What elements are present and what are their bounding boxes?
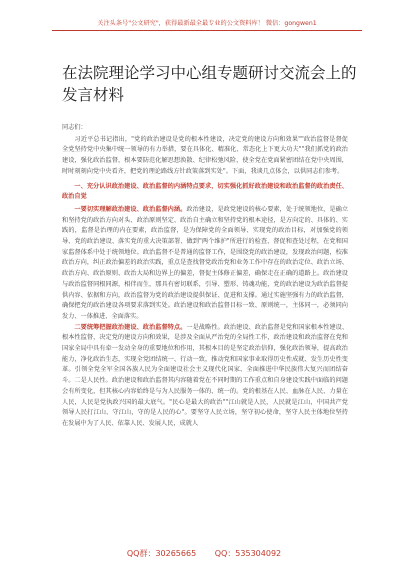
top-banner: 关注头条号"公文研究"，获得最新最全最专业的公文资料库！ 微信：gongwen1 (52, 18, 362, 31)
document-title: 在法院理论学习中心组专题研讨交流会上的发言材料 (62, 64, 357, 104)
sub-heading-2: 二要统筹把握政治建设、政治监督特点。 (74, 323, 187, 331)
footer-qq: QQ：535304092 (214, 549, 282, 558)
sub-section-1-text: 政治建设，是政党建设的核心要素，处于统领地位，是确立和坚持党的政治方向对头、政治原则坚定、政治自主确立和坚持党的根本途径，是方向定的、具体的、实践的，监督是治理的内在要素，政治监督，是为保障党的全面领导、实现党的政治目标，对加强党的领导、党的政治建设、落实党的重大决策部署、做到"两个维护"所进行的检查、督促和查处过程，在党和国家监督体系中处于统领地位。政治监督不是普通的监督工作，是围绕党的政治建设，发现政治问题，校准政治方向，纠正政治偏差的政治实践，重点是查找督党政治党和业务工作中存在的政治定位、政治立场、政治方向、政治原则、政治大局和边界上的偏差，督促主体修正偏差，确保走在正确的道路上。政治建设与政治监督同根同源，相伴而生，那具有密切联系，引导、塑形、铸魂功能，党的政治建设为政治监督提供内容、依据和方向，政治监督为党的政治建设提供保证、促进和支撑。通过实施坚强有力的政治监督，确保把党的政治建设各项要求落到实处。政治建设和政治监督目标一致、原则统一，主体同一，必须同向发力、一体推进、全面落实。 (62, 205, 349, 320)
sub-section-2-text: 一是战略性。政治建设、政治监督是党和国家根本性建设、根本性监督，决定党的建设方向和效果，是涉及全面从严治党的全局性工作，政治建设和政治监督在党和国家全局中具有牵一发动全身的重要地位和作用，其根本目的是坚定政治信仰，强化政治领导，提高政治能力，净化政治生态，实现全党团结统一、行动一致，推动党和国家事业取得历史性成就、发生历史性变革。引领全党全军全国各族人民为全面建设社会主义现代化国家、全面推进中华民族伟大复兴而团结奋斗。二是人民性。政治建设和政治监督其内容随着党在不同时期的工作重点和自身建设实践中面临的问题会有所变化，但其核心内容始终是与为人民服务一体的、统一的。党的根基在人民、血脉在人民、力量在人民，人民是党执政兴国的最大底气。"民心是最大的政治""江山就是人民，人民就是江山，中国共产党领导人民打江山、守江山，守的是人民的心"。要坚守人民立场，坚守初心使命，坚守人民主体地位坚持在发展中为了人民、依靠人民、发展人民，成就人 (62, 323, 349, 427)
footer-qq-group: QQ群：30265665 (126, 549, 197, 558)
section-heading-1: 一、充分认识政治建设、政治监督的内涵特点要求，切实强化抓好政治建设和政治监督的政治责任、政治自觉 (62, 182, 348, 201)
salutation: 同志们： (62, 124, 87, 131)
intro-paragraph: 习近平总书记指出，"党的政治建设是党的根本性建设，决定党的建设方向和效果""政治监督是督促全党坚持党中央集中统一领导的有力举措，要在具体化、精准化、常态化上下更大功夫""我们抓党的政治建设，强化政治监督，根本要防范化解思想涣散、纪律松弛风险，使全党在党面紧密团结在党中央周围，时时刻刻向党中央看齐，把党的理论路线方针政策落到实处"。下面，我谈几点体会，以供同志们参考。 (62, 135, 348, 175)
document-body (62, 123, 348, 430)
sub-heading-1: 一要切实理解政治建设、政治监督内涵。 (74, 205, 187, 213)
sub-section-1 (62, 205, 348, 323)
sub-section-2 (62, 323, 348, 430)
page-footer (0, 548, 408, 559)
